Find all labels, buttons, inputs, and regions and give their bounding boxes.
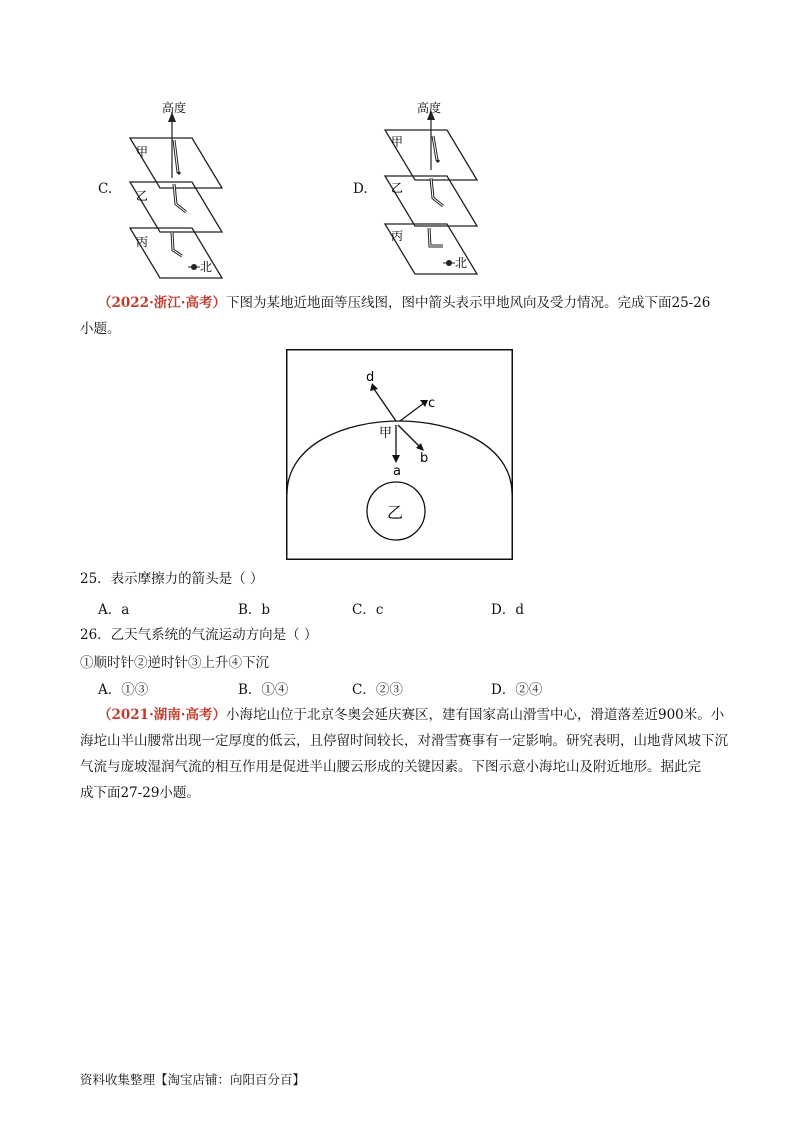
wind-arrow-bottom [429,228,443,246]
source-tag-2022-zhejiang: （2022·浙江·高考） [98,295,226,311]
intro2-line3: 气流与庞坡湿润气流的相互作用是促进半山腰云形成的关键因素。下图示意小海坨山及附近地形。据此完 [80,759,701,775]
intro-paragraph-2 [98,702,738,728]
q25-option-d[interactable]: D．d [491,602,524,618]
c-north-label: 北 [200,260,213,274]
d-layer-jia: 甲 [391,135,404,149]
intro2-line1: 小海坨山位于北京冬奥会延庆赛区，建有国家高山滑雪中心，滑道落差近900米。小 [225,707,725,723]
intro1-line2: 小题。 [80,321,121,337]
isobar-figure [286,349,513,560]
q26-option-b[interactable]: B．①④ [238,682,289,698]
question-26-options [0,678,800,698]
c-axis-label: 高度 [162,101,187,115]
arrow-b-label: b [420,451,429,466]
page-footer: 资料收集整理【淘宝店铺：向阳百分百】 [80,1072,306,1087]
figure-frame [287,350,513,560]
arrow-a-label: a [393,464,401,479]
d-layer-bing: 丙 [391,229,404,243]
arrow-c [400,403,424,421]
q25-option-c[interactable]: C．c [352,602,384,618]
q26-option-d[interactable]: D．②④ [491,682,543,698]
arrow-d [374,389,396,421]
c-layer-yi: 乙 [136,189,149,203]
question-26-stem: 26．乙天气系统的气流运动方向是（ ） [80,627,318,643]
q26-option-c[interactable]: C．②③ [352,682,403,698]
intro2-line4: 成下面27-29小题。 [80,785,200,801]
q26-option-a[interactable]: A．①③ [98,682,149,698]
point-jia-label: 甲 [379,426,393,441]
d-north-label: 北 [455,256,468,270]
question-25-options [0,598,800,618]
arrow-b [398,425,420,447]
option-d-label: D. [353,181,368,197]
option-d-diagram [375,96,485,278]
d-axis-label: 高度 [417,101,442,115]
d-layer-yi: 乙 [391,181,404,195]
c-layer-jia: 甲 [136,145,149,159]
q25-option-a[interactable]: A．a [98,602,130,618]
q25-option-b[interactable]: B．b [238,602,271,618]
c-layer-bing: 丙 [136,235,149,249]
source-tag-2021-hunan: （2021·湖南·高考） [98,707,226,723]
arrow-d-label: d [366,370,375,385]
option-c-label: C. [98,181,113,197]
intro2-line2: 海坨山半山腰常出现一定厚度的低云，且停留时间较长，对滑雪赛事有一定影响。研究表明，山地背风坡下沉 [80,733,728,749]
isobar-curve [287,421,512,494]
low-center-label: 乙 [387,503,404,522]
intro-paragraph-1 [98,290,728,316]
question-26-choices: ①顺时针②逆时针③上升④下沉 [80,655,269,671]
question-25-stem: 25．表示摩擦力的箭头是（ ） [80,571,264,587]
arrow-c-label: c [428,396,436,411]
intro1-line1: 下图为某地近地面等压线图，图中箭头表示甲地风向及受力情况。完成下面25-26 [225,295,711,311]
option-c-diagram [120,100,230,282]
